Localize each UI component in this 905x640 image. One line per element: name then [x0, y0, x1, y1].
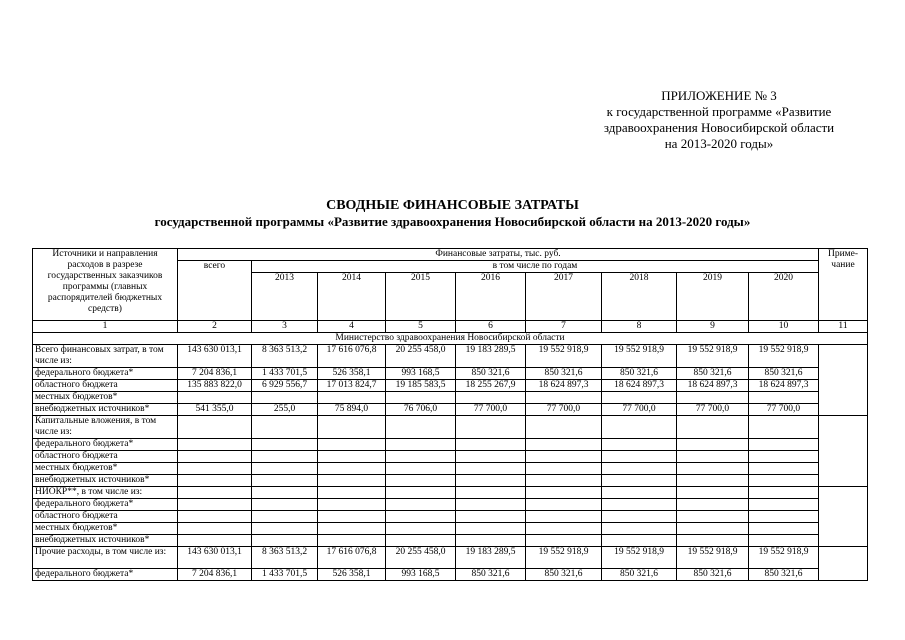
table-cell — [749, 416, 819, 439]
appendix-line-4: на 2013-2020 годы» — [664, 136, 774, 151]
table-cell: 18 255 267,9 — [456, 380, 526, 392]
table-cell: 77 700,0 — [602, 404, 677, 416]
table-row — [33, 487, 868, 499]
table-cell — [526, 451, 602, 463]
table-cell — [386, 523, 456, 535]
table-cell — [602, 475, 677, 487]
table-row — [33, 380, 868, 392]
table-cell: 20 255 458,0 — [386, 345, 456, 368]
table-row — [33, 439, 868, 451]
row-label: местных бюджетов* — [33, 463, 178, 475]
table-cell — [526, 416, 602, 439]
table-cell — [178, 499, 252, 511]
table-cell — [602, 535, 677, 547]
table-cell — [252, 463, 318, 475]
table-cell: 19 183 289,5 — [456, 345, 526, 368]
table-cell: 17 013 824,7 — [318, 380, 386, 392]
table-cell — [386, 475, 456, 487]
table-cell: 850 321,6 — [526, 368, 602, 380]
title-main: СВОДНЫЕ ФИНАНСОВЫЕ ЗАТРАТЫ — [326, 198, 579, 213]
row-label: внебюджетных источников* — [33, 404, 178, 416]
note-cell — [819, 345, 868, 416]
table-cell: 850 321,6 — [749, 569, 819, 581]
table-row — [33, 392, 868, 404]
table-cell — [526, 511, 602, 523]
table-cell — [318, 451, 386, 463]
table-cell: 135 883 822,0 — [178, 380, 252, 392]
table-cell: 77 700,0 — [677, 404, 749, 416]
row-label: федерального бюджета* — [33, 439, 178, 451]
table-cell: 19 552 918,9 — [749, 547, 819, 569]
row-label: областного бюджета — [33, 511, 178, 523]
appendix-line-1: ПРИЛОЖЕНИЕ № 3 — [661, 88, 777, 103]
table-cell: 18 624 897,3 — [677, 380, 749, 392]
column-number: 1 — [33, 321, 178, 333]
table-cell — [252, 511, 318, 523]
column-number: 5 — [386, 321, 456, 333]
table-cell — [318, 439, 386, 451]
table-cell — [456, 439, 526, 451]
table-cell — [749, 392, 819, 404]
table-cell — [318, 392, 386, 404]
table-cell — [749, 535, 819, 547]
table-cell — [456, 392, 526, 404]
header-total: всего — [178, 261, 252, 321]
header-year: 2018 — [602, 273, 677, 321]
table-cell: 7 204 836,1 — [178, 569, 252, 581]
table-cell — [386, 463, 456, 475]
table-cell — [677, 451, 749, 463]
table-cell — [677, 475, 749, 487]
row-label: местных бюджетов* — [33, 523, 178, 535]
table-cell: 8 363 513,2 — [252, 345, 318, 368]
table-cell — [178, 439, 252, 451]
table-cell: 850 321,6 — [677, 368, 749, 380]
table-cell — [749, 451, 819, 463]
table-cell — [386, 511, 456, 523]
table-cell — [602, 463, 677, 475]
table-cell — [677, 463, 749, 475]
table-cell: 850 321,6 — [456, 368, 526, 380]
row-label: областного бюджета — [33, 380, 178, 392]
table-cell — [602, 451, 677, 463]
row-label: местных бюджетов* — [33, 392, 178, 404]
table-cell — [318, 475, 386, 487]
row-label: Прочие расходы, в том числе из: — [33, 547, 178, 569]
table-cell — [749, 523, 819, 535]
table-cell — [178, 463, 252, 475]
column-number: 10 — [749, 321, 819, 333]
table-cell — [526, 535, 602, 547]
table-cell — [318, 463, 386, 475]
table-cell — [526, 439, 602, 451]
table-cell: 17 616 076,8 — [318, 345, 386, 368]
table-row — [33, 499, 868, 511]
header-year: 2020 — [749, 273, 819, 321]
table-cell — [456, 463, 526, 475]
table-cell — [602, 511, 677, 523]
row-label: внебюджетных источников* — [33, 535, 178, 547]
column-number: 8 — [602, 321, 677, 333]
header-year: 2016 — [456, 273, 526, 321]
table-cell — [526, 463, 602, 475]
column-number: 4 — [318, 321, 386, 333]
table-cell — [318, 416, 386, 439]
table-cell — [386, 416, 456, 439]
table-row — [33, 404, 868, 416]
table-cell — [749, 499, 819, 511]
table-cell — [318, 487, 386, 499]
table-cell: 76 706,0 — [386, 404, 456, 416]
table-cell: 19 552 918,9 — [677, 547, 749, 569]
table-cell — [602, 523, 677, 535]
table-row — [33, 547, 868, 569]
table-cell — [677, 499, 749, 511]
table-cell: 19 552 918,9 — [602, 547, 677, 569]
table-cell — [602, 487, 677, 499]
column-number: 11 — [819, 321, 868, 333]
table-cell — [749, 487, 819, 499]
table-cell — [252, 416, 318, 439]
table-cell — [178, 523, 252, 535]
table-cell — [178, 535, 252, 547]
header-note: Приме-чание — [819, 249, 868, 321]
table-cell — [602, 392, 677, 404]
table-cell — [677, 523, 749, 535]
table-cell: 19 552 918,9 — [602, 345, 677, 368]
row-label: НИОКР**, в том числе из: — [33, 487, 178, 499]
title-subtitle: государственной программы «Развитие здравоохранения Новосибирской области на 2013-2020 годы» — [154, 214, 751, 229]
table-cell: 850 321,6 — [456, 569, 526, 581]
column-number: 3 — [252, 321, 318, 333]
table-cell — [318, 523, 386, 535]
table-cell — [252, 392, 318, 404]
table-cell: 19 185 583,5 — [386, 380, 456, 392]
table-cell: 526 358,1 — [318, 368, 386, 380]
table-cell — [252, 487, 318, 499]
table-row — [33, 416, 868, 439]
table-cell — [456, 535, 526, 547]
table-cell — [677, 416, 749, 439]
table-cell — [386, 451, 456, 463]
table-cell — [178, 451, 252, 463]
table-cell — [252, 439, 318, 451]
table-cell — [677, 535, 749, 547]
table-cell — [318, 511, 386, 523]
table-row — [33, 368, 868, 380]
table-cell: 19 552 918,9 — [526, 345, 602, 368]
table-cell — [178, 475, 252, 487]
table-cell: 850 321,6 — [602, 569, 677, 581]
table-cell: 255,0 — [252, 404, 318, 416]
table-row — [33, 535, 868, 547]
table-cell — [456, 475, 526, 487]
table-cell — [456, 499, 526, 511]
table-cell — [749, 439, 819, 451]
table-cell: 6 929 556,7 — [252, 380, 318, 392]
note-cell — [819, 487, 868, 547]
table-cell — [677, 511, 749, 523]
table-cell — [749, 475, 819, 487]
header-year: 2015 — [386, 273, 456, 321]
row-label: Капитальные вложения, в том числе из: — [33, 416, 178, 439]
table-cell — [178, 416, 252, 439]
table-row — [33, 345, 868, 368]
table-cell: 19 183 289,5 — [456, 547, 526, 569]
table-cell: 77 700,0 — [526, 404, 602, 416]
note-cell — [819, 416, 868, 487]
appendix-header — [569, 88, 869, 152]
table-cell: 993 168,5 — [386, 569, 456, 581]
table-cell: 541 355,0 — [178, 404, 252, 416]
table-cell — [386, 535, 456, 547]
table-cell — [526, 392, 602, 404]
table-cell — [386, 487, 456, 499]
table-row — [33, 569, 868, 581]
table-cell: 143 630 013,1 — [178, 547, 252, 569]
appendix-line-3: здравоохранения Новосибирской области — [603, 120, 835, 135]
table-cell — [178, 392, 252, 404]
header-financial: Финансовые затраты, тыс. руб. — [178, 249, 819, 261]
table-row — [33, 523, 868, 535]
table-cell: 850 321,6 — [749, 368, 819, 380]
table-cell — [677, 392, 749, 404]
table-cell: 19 552 918,9 — [526, 547, 602, 569]
table-cell — [526, 487, 602, 499]
table-cell: 1 433 701,5 — [252, 569, 318, 581]
column-number: 2 — [178, 321, 252, 333]
table-cell: 77 700,0 — [749, 404, 819, 416]
note-cell — [819, 547, 868, 581]
table-cell: 17 616 076,8 — [318, 547, 386, 569]
row-label: федерального бюджета* — [33, 499, 178, 511]
table-row — [33, 475, 868, 487]
document-title — [0, 198, 905, 230]
table-cell: 850 321,6 — [677, 569, 749, 581]
row-label: областного бюджета — [33, 451, 178, 463]
table-cell: 850 321,6 — [526, 569, 602, 581]
table-row — [33, 451, 868, 463]
table-cell — [456, 523, 526, 535]
table-cell: 1 433 701,5 — [252, 368, 318, 380]
table-row — [33, 463, 868, 475]
table-cell: 75 894,0 — [318, 404, 386, 416]
row-label: федерального бюджета* — [33, 368, 178, 380]
table-cell — [526, 475, 602, 487]
table-cell: 18 624 897,3 — [749, 380, 819, 392]
table-cell — [456, 451, 526, 463]
table-cell: 19 552 918,9 — [677, 345, 749, 368]
table-cell — [526, 499, 602, 511]
column-number: 6 — [456, 321, 526, 333]
table-cell — [456, 511, 526, 523]
row-label: федерального бюджета* — [33, 569, 178, 581]
header-year: 2019 — [677, 273, 749, 321]
header-sources: Источники и направления расходов в разрезе государственных заказчиков программы (главных распорядителей бюджетных средств) — [33, 249, 178, 321]
table-cell — [456, 416, 526, 439]
column-number: 7 — [526, 321, 602, 333]
table-cell — [386, 439, 456, 451]
table-cell — [677, 439, 749, 451]
table-cell — [178, 511, 252, 523]
row-label: Всего финансовых затрат, в том числе из: — [33, 345, 178, 368]
table-cell — [749, 511, 819, 523]
table-cell — [318, 535, 386, 547]
table-cell — [386, 499, 456, 511]
table-cell — [318, 499, 386, 511]
table-cell — [252, 451, 318, 463]
table-cell — [252, 499, 318, 511]
table-cell: 77 700,0 — [456, 404, 526, 416]
table-cell: 20 255 458,0 — [386, 547, 456, 569]
table-cell: 18 624 897,3 — [602, 380, 677, 392]
table-cell: 18 624 897,3 — [526, 380, 602, 392]
table-cell — [252, 535, 318, 547]
table-row — [33, 511, 868, 523]
header-by-years: в том числе по годам — [252, 261, 819, 273]
table-cell — [602, 416, 677, 439]
table-cell — [252, 475, 318, 487]
table-cell — [456, 487, 526, 499]
table-cell: 993 168,5 — [386, 368, 456, 380]
table-cell: 19 552 918,9 — [749, 345, 819, 368]
financial-table — [32, 248, 868, 581]
table-cell — [252, 523, 318, 535]
table-cell: 143 630 013,1 — [178, 345, 252, 368]
table-cell — [749, 463, 819, 475]
table-cell — [602, 439, 677, 451]
table-cell: 850 321,6 — [602, 368, 677, 380]
table-cell — [602, 499, 677, 511]
section-ministry: Министерство здравоохранения Новосибирской области — [33, 333, 868, 345]
row-label: внебюджетных источников* — [33, 475, 178, 487]
table-cell — [178, 487, 252, 499]
table-cell: 8 363 513,2 — [252, 547, 318, 569]
header-year: 2017 — [526, 273, 602, 321]
header-year: 2013 — [252, 273, 318, 321]
table-cell — [526, 523, 602, 535]
table-cell: 526 358,1 — [318, 569, 386, 581]
appendix-line-2: к государственной программе «Развитие — [606, 104, 832, 119]
table-cell — [677, 487, 749, 499]
header-year: 2014 — [318, 273, 386, 321]
column-number: 9 — [677, 321, 749, 333]
table-cell — [386, 392, 456, 404]
table-cell: 7 204 836,1 — [178, 368, 252, 380]
